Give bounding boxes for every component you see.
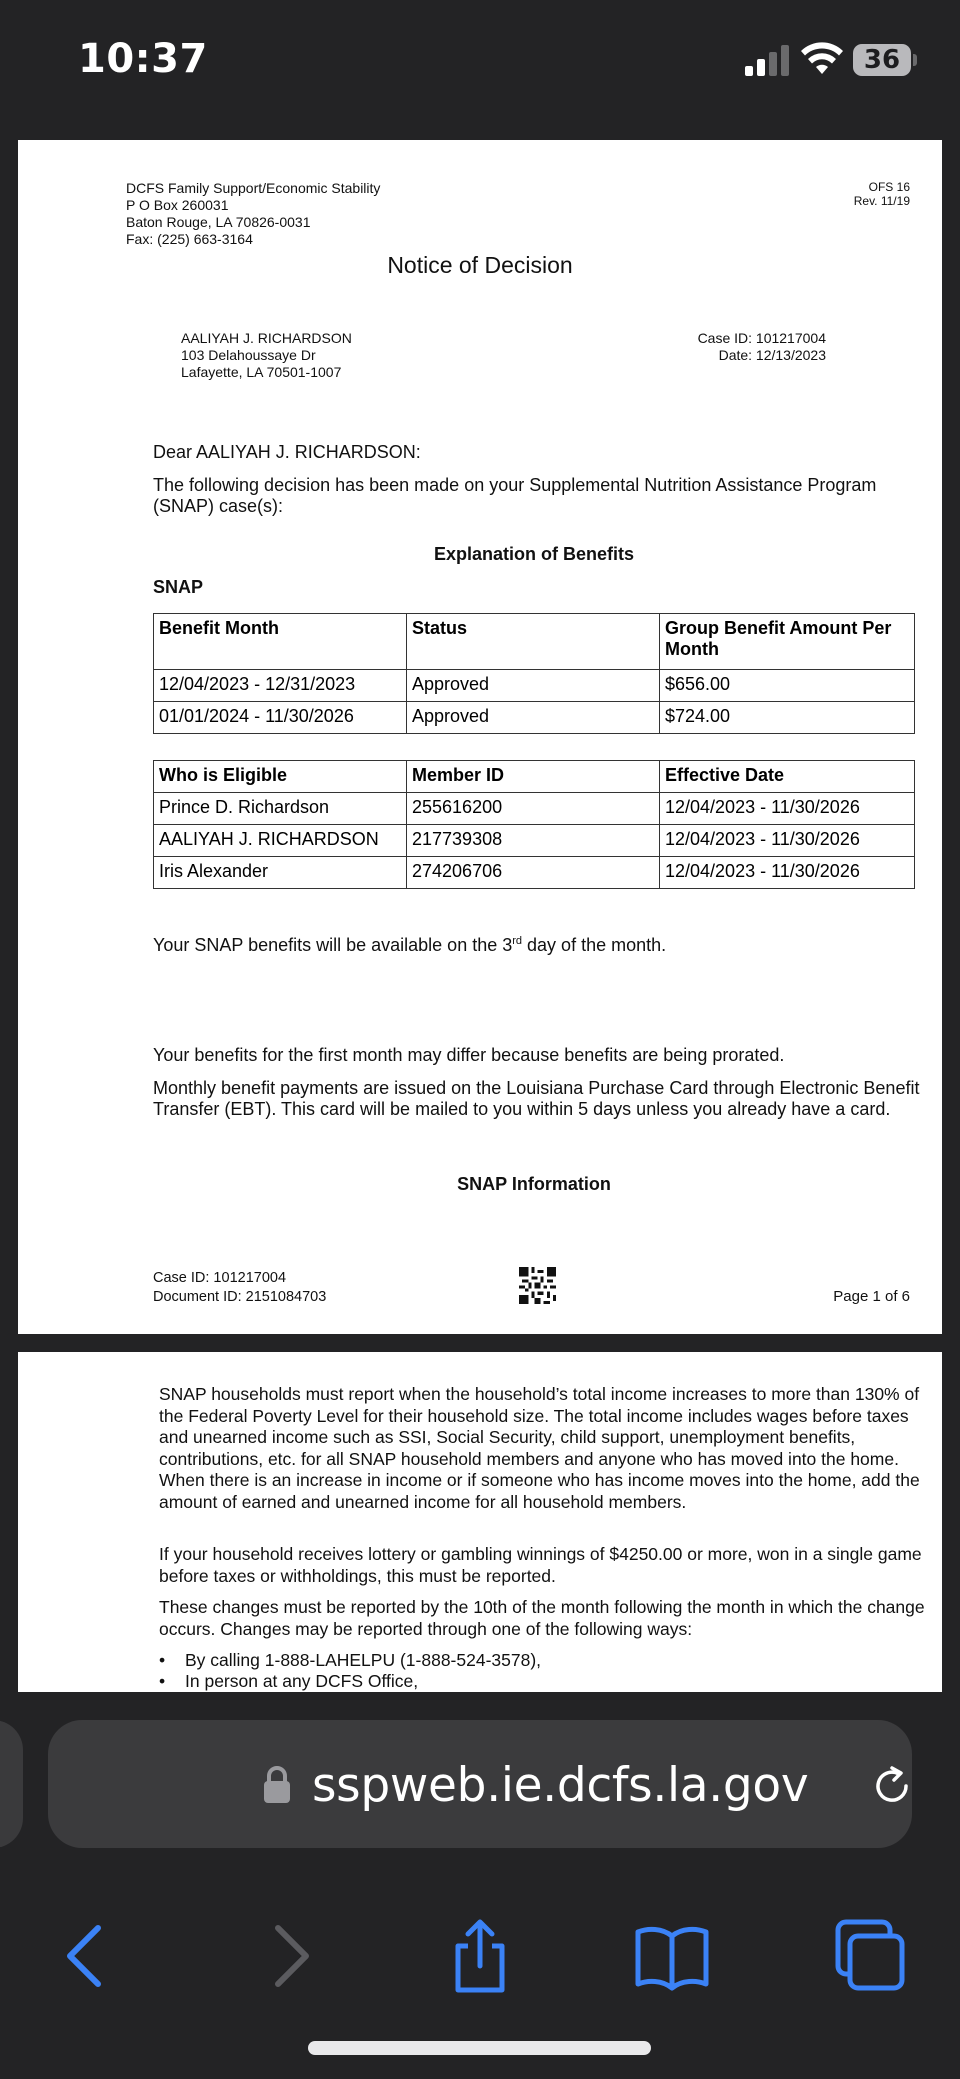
table-row <box>154 825 915 857</box>
table-header: Who is Eligible <box>154 761 407 793</box>
lottery-paragraph: If your household receives lottery or gambling winnings of $4250.00 or more, won in a single game before taxes or withholdings, this must be reported. <box>159 1544 922 1586</box>
table-header: Member ID <box>407 761 660 793</box>
table-header: Status <box>407 614 660 670</box>
table-header: Effective Date <box>660 761 915 793</box>
snap-info-heading: SNAP Information <box>457 1174 611 1194</box>
footer-case-id: Case ID: 101217004 <box>153 1270 287 1286</box>
battery-nub <box>913 54 917 66</box>
table-row <box>154 857 915 889</box>
cellular-signal-icon <box>745 44 789 76</box>
tabs-icon[interactable] <box>828 1916 908 1996</box>
url-text: sspweb.ie.dcfs.la.gov <box>312 1758 809 1813</box>
form-revision: Rev. 11/19 <box>853 194 910 208</box>
benefit-table <box>153 613 915 734</box>
table-header-row <box>154 761 915 793</box>
battery-level: 36 <box>863 45 901 75</box>
agency-address <box>126 180 380 248</box>
share-icon[interactable] <box>440 1916 520 1996</box>
status-bar <box>0 0 960 125</box>
table-header: Benefit Month <box>154 614 407 670</box>
availability-text-end: day of the month. <box>522 935 667 955</box>
availability-text: Your SNAP benefits will be available on the 3 <box>153 935 513 955</box>
status-time: 10:37 <box>78 36 208 82</box>
eligibility-table <box>153 760 915 889</box>
table-cell: Iris Alexander <box>154 857 407 889</box>
list-item: • In person at any DCFS Office, <box>159 1671 541 1692</box>
form-number: OFS 16 <box>868 180 910 194</box>
table-cell: 12/04/2023 - 11/30/2026 <box>660 857 915 889</box>
wifi-icon <box>800 40 844 76</box>
bookmarks-icon[interactable] <box>632 1916 712 1996</box>
footer-document-id: Document ID: 2151084703 <box>153 1289 327 1305</box>
table-row <box>154 793 915 825</box>
table-cell: 255616200 <box>407 793 660 825</box>
table-row <box>154 670 915 702</box>
deadline-paragraph: These changes must be reported by the 10th of the month following the month in which the change occurs. Changes may be reported through one of the following ways: <box>159 1597 925 1639</box>
browser-bottom-bar <box>0 1694 960 2079</box>
table-cell: 217739308 <box>407 825 660 857</box>
greeting: Dear AALIYAH J. RICHARDSON: <box>153 442 421 462</box>
reload-icon[interactable] <box>868 1762 916 1810</box>
availability-notice <box>153 931 666 956</box>
table-row <box>154 702 915 734</box>
table-cell: Prince D. Richardson <box>154 793 407 825</box>
recipient-address <box>181 330 352 381</box>
reporting-paragraph: SNAP households must report when the household’s total income increases to more than 130% of the Federal Poverty Level for their household size. The total income includes wages before taxes and unearned income such as SSI, Social Security, child support, unemployment benefits, contributions, etc. for all SNAP household members and anyone who has moved into the home. When there is an increase in income or if someone who has income moves into the home, add the amount of earned and unearned income for all household members. <box>159 1384 920 1512</box>
recipient-line: Lafayette, LA 70501-1007 <box>181 364 342 380</box>
lock-icon <box>262 1765 292 1805</box>
table-cell: 12/04/2023 - 11/30/2026 <box>660 793 915 825</box>
intro-paragraph: The following decision has been made on your Supplemental Nutrition Assistance Program (SNAP) case(s): <box>153 475 877 516</box>
case-info <box>698 330 826 364</box>
back-icon[interactable] <box>48 1916 128 1996</box>
forward-icon[interactable] <box>248 1916 328 1996</box>
page-number: Page 1 of 6 <box>833 1288 910 1305</box>
recipient-line: AALIYAH J. RICHARDSON <box>181 330 352 346</box>
prorated-notice: Your benefits for the first month may differ because benefits are being prorated. <box>153 1045 785 1065</box>
table-header: Group Benefit Amount Per Month <box>660 614 915 670</box>
program-label: SNAP <box>153 577 204 597</box>
table-cell: 12/04/2023 - 12/31/2023 <box>154 670 407 702</box>
previous-tab-stub[interactable] <box>0 1720 23 1848</box>
list-item: • By calling 1-888-LAHELPU (1-888-524-3578), <box>159 1650 541 1671</box>
eob-heading: Explanation of Benefits <box>433 544 635 564</box>
case-id: Case ID: 101217004 <box>697 330 826 346</box>
barcode-icon <box>519 1267 556 1304</box>
ebt-paragraph: Monthly benefit payments are issued on the Louisiana Purchase Card through Electronic Benefit Transfer (EBT). This card will be mailed to you within 5 days unless you already have a card. <box>153 1078 920 1119</box>
battery-icon <box>853 44 911 76</box>
address-bar[interactable] <box>48 1720 912 1848</box>
home-indicator[interactable] <box>308 2041 651 2055</box>
footer-ids <box>153 1269 326 1307</box>
document-page-1 <box>18 140 942 1334</box>
agency-line: P O Box 260031 <box>126 197 229 213</box>
table-cell: $724.00 <box>660 702 915 734</box>
notice-title: Notice of Decision <box>387 252 573 278</box>
notice-date: Date: 12/13/2023 <box>718 347 826 363</box>
form-identifier <box>854 180 910 208</box>
table-cell: 12/04/2023 - 11/30/2026 <box>660 825 915 857</box>
agency-line: Fax: (225) 663-3164 <box>126 231 253 247</box>
document-page-2 <box>18 1352 942 1692</box>
agency-line: DCFS Family Support/Economic Stability <box>126 180 381 196</box>
table-cell: Approved <box>407 702 660 734</box>
reporting-methods-list <box>159 1650 541 1692</box>
table-cell: AALIYAH J. RICHARDSON <box>154 825 407 857</box>
table-cell: $656.00 <box>660 670 915 702</box>
table-header-row <box>154 614 915 670</box>
table-cell: 274206706 <box>407 857 660 889</box>
table-cell: Approved <box>407 670 660 702</box>
agency-line: Baton Rouge, LA 70826-0031 <box>126 214 311 230</box>
recipient-line: 103 Delahoussaye Dr <box>181 347 316 363</box>
ordinal-suffix: rd <box>512 935 523 947</box>
table-cell: 01/01/2024 - 11/30/2026 <box>154 702 407 734</box>
